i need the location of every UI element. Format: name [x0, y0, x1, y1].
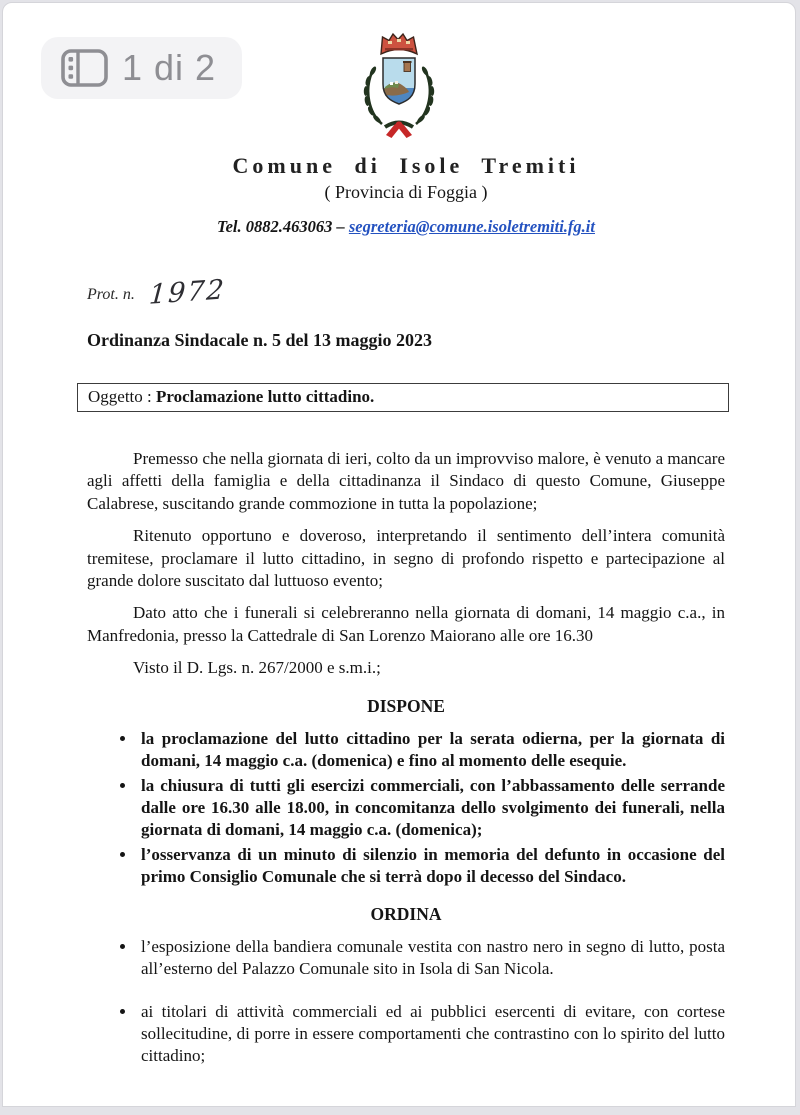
- contact-line: [87, 217, 725, 237]
- phone-label: Tel. 0882.463063 –: [217, 217, 349, 236]
- ordina-list: [87, 936, 725, 1067]
- paragraph-dato-atto: Dato atto che i funerali si celebreranno nella giornata di domani, 14 maggio c.a., in Manfredonia, presso la Cattedrale di San Lorenzo Maiorano alle ore 16.30: [87, 603, 725, 645]
- ordina-heading: ORDINA: [370, 903, 442, 924]
- page-indicator-label: 1 di 2: [122, 47, 217, 88]
- paragraph-visto: Visto il D. Lgs. n. 267/2000 e s.m.i.;: [133, 658, 381, 678]
- ordinance-title: Ordinanza Sindacale n. 5 del 13 maggio 2023: [87, 330, 433, 350]
- paragraph-premesso: Premesso che nella giornata di ieri, colto da un improvviso malore, è venuto a mancare agli affetti della famiglia e della cittadinanza il Sindaco di questo Comune, Giuseppe Calabrese, suscitando grande commozione in tutta la popolazione;: [87, 449, 725, 513]
- list-item: • l’esposizione della bandiera comunale vestita con nastro nero in segno di lutto, posta all’esterno del Palazzo Comunale sito in Isola di San Nicola.: [137, 936, 725, 980]
- subject-label: Oggetto :: [88, 387, 156, 406]
- dispone-heading: DISPONE: [367, 695, 445, 716]
- document-page: [2, 2, 796, 1107]
- municipal-crest: [349, 25, 449, 146]
- page-indicator[interactable]: [41, 37, 242, 99]
- municipality-name: Comune di Isole Tremiti: [232, 153, 580, 178]
- prot-label: Prot. n.: [87, 286, 135, 303]
- email-link[interactable]: segreteria@comune.isoletremiti.fg.it: [348, 217, 595, 236]
- prot-number-handwritten: 1972: [147, 274, 227, 311]
- paragraph-ritenuto: Ritenuto opportuno e doveroso, interpretando il sentimento dell’intera comunità tremitese, proclamare il lutto cittadino, in segno di profondo rispetto e partecipazione al grande dolore suscitato dal luttuoso evento;: [87, 526, 725, 591]
- list-item: • la chiusura di tutti gli esercizi commerciali, con l’abbassamento delle serrande dalle ore 16.30 alle 18.00, in concomitanza dello svolgimento dei funerali, nella giornata di domani, 14 maggio c.a. (domenica);: [137, 775, 725, 841]
- list-item: • la proclamazione del lutto cittadino per la serata odierna, per la giornata di domani, 14 maggio c.a. (domenica) e fino al momento delle esequie.: [137, 728, 725, 772]
- list-item: • ai titolari di attività commerciali ed ai pubblici esercenti di evitare, con cortese sollecitudine, di porre in essere comportamenti che contrastino con lo spirito del lutto cittadino;: [137, 1001, 725, 1067]
- list-item: • l’osservanza di un minuto di silenzio in memoria del defunto in occasione del primo Consiglio Comunale che si terrà dopo il decesso del Sindaco.: [137, 844, 725, 888]
- pages-icon: [61, 49, 108, 87]
- province-line: ( Provincia di Foggia ): [324, 182, 488, 202]
- protocol-row: [87, 274, 725, 311]
- subject-text: Proclamazione lutto cittadino.: [156, 387, 375, 406]
- dispone-list: [87, 728, 725, 888]
- subject-box: [77, 383, 729, 412]
